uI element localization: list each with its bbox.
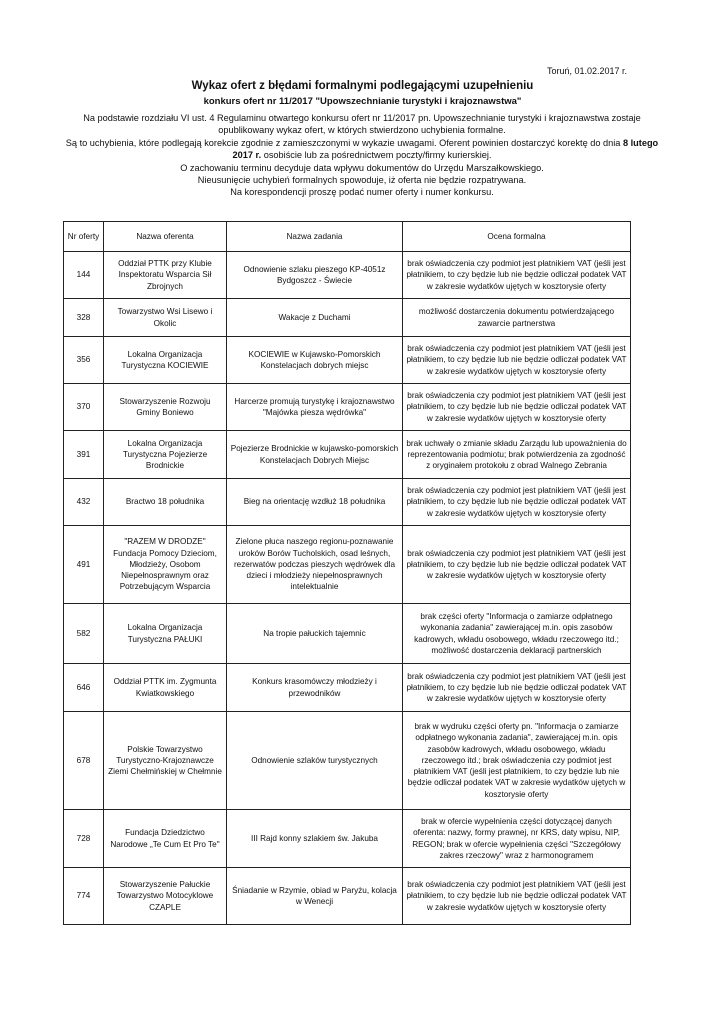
cell-zadanie: Śniadanie w Rzymie, obiad w Paryżu, kolacja w Wenecji bbox=[227, 868, 403, 925]
cell-ocena: brak oświadczenia czy podmiot jest płatnikiem VAT (jeśli jest płatnikiem, to czy będzie lub nie będzie odliczał podatek VAT w zakresie wydatków ujętych w kosztorysie oferty bbox=[403, 526, 631, 604]
cell-ocena: brak części oferty "Informacja o zamiarze odpłatnego wykonania zadania" zawierającej m.in. opis zasobów kadrowych, wkładu osobowego, wkładu rzeczowego itd.; możliwość dostarczenia deklaracji partnerskich bbox=[403, 604, 631, 664]
table-header-row bbox=[64, 222, 631, 252]
header-nr: Nr oferty bbox=[64, 222, 104, 252]
cell-zadanie: Konkurs krasomówczy młodzieży i przewodników bbox=[227, 664, 403, 712]
intro-line-text: Są to uchybienia, które podlegają korekcie zgodnie z zamieszczonymi w wykazie uwagami. Oferent powinien dostarczyć korektę do dnia bbox=[65, 137, 623, 148]
table-row bbox=[64, 384, 631, 431]
cell-oferent: Fundacja Dziedzictwo Narodowe „Te Cum Et Pro Te" bbox=[104, 810, 227, 868]
offers-table bbox=[63, 221, 631, 925]
table-row bbox=[64, 868, 631, 925]
cell-nr: 356 bbox=[64, 337, 104, 384]
cell-ocena: brak oświadczenia czy podmiot jest płatnikiem VAT (jeśli jest płatnikiem, to czy będzie lub nie będzie odliczał podatek VAT w zakresie wydatków ujętych w kosztorysie oferty bbox=[403, 664, 631, 712]
cell-ocena: brak oświadczenia czy podmiot jest płatnikiem VAT (jeśli jest płatnikiem, to czy będzie lub nie będzie odliczał podatek VAT w zakresie wydatków ujętych w kosztorysie oferty bbox=[403, 337, 631, 384]
cell-zadanie: Bieg na orientację wzdłuż 18 południka bbox=[227, 479, 403, 526]
intro-line: Nieusunięcie uchybień formalnych spowoduje, iż oferta nie będzie rozpatrywana. bbox=[197, 175, 527, 186]
cell-nr: 144 bbox=[64, 252, 104, 299]
cell-ocena: brak oświadczenia czy podmiot jest płatnikiem VAT (jeśli jest płatnikiem, to czy będzie lub nie będzie odliczał podatek VAT w zakresie wydatków ujętych w kosztorysie oferty bbox=[403, 479, 631, 526]
table-row bbox=[64, 712, 631, 810]
cell-zadanie: Odnowienie szlaków turystycznych bbox=[227, 712, 403, 810]
intro-line: Na korespondencji proszę podać numer oferty i numer konkursu. bbox=[230, 187, 494, 198]
table-row bbox=[64, 252, 631, 299]
cell-nr: 328 bbox=[64, 299, 104, 337]
table-row bbox=[64, 431, 631, 479]
cell-oferent: Oddział PTTK przy Klubie Inspektoratu Wsparcia Sił Zbrojnych bbox=[104, 252, 227, 299]
cell-zadanie: Harcerze promują turystykę i krajoznawstwo "Majówka piesza wędrówka" bbox=[227, 384, 403, 431]
cell-zadanie: KOCIEWIE w Kujawsko-Pomorskich Konstelacjach dobrych miejsc bbox=[227, 337, 403, 384]
cell-ocena: brak oświadczenia czy podmiot jest płatnikiem VAT (jeśli jest płatnikiem, to czy będzie lub nie będzie odliczał podatek VAT w zakresie wydatków ujętych w kosztorysie oferty bbox=[403, 868, 631, 925]
cell-oferent: Towarzystwo Wsi Lisewo i Okolic bbox=[104, 299, 227, 337]
cell-nr: 432 bbox=[64, 479, 104, 526]
cell-zadanie: Wakacje z Duchami bbox=[227, 299, 403, 337]
cell-oferent: Lokalna Organizacja Turystyczna Pojezierze Brodnickie bbox=[104, 431, 227, 479]
cell-nr: 646 bbox=[64, 664, 104, 712]
header-oferent: Nazwa oferenta bbox=[104, 222, 227, 252]
cell-nr: 391 bbox=[64, 431, 104, 479]
table-row bbox=[64, 299, 631, 337]
cell-oferent: Stowarzyszenie Pałuckie Towarzystwo Motocyklowe CZAPLE bbox=[104, 868, 227, 925]
cell-nr: 370 bbox=[64, 384, 104, 431]
cell-nr: 728 bbox=[64, 810, 104, 868]
cell-ocena: brak w ofercie wypełnienia części dotyczącej danych oferenta: nazwy, formy prawnej, nr KRS, daty wpisu, NIP, REGON; brak w ofercie wypełnienia części "Szczegółowy zakres rzeczowy" wraz z harmonogramem bbox=[403, 810, 631, 868]
deadline-date: 8 lutego bbox=[622, 137, 659, 148]
document-date: Toruń, 01.02.2017 r. bbox=[546, 66, 627, 76]
intro-line: Na podstawie rozdziału VI ust. 4 Regulaminu otwartego konkursu ofert nr 11/2017 pn. Upowszechnianie turystyki i krajoznawstwa zostaje bbox=[83, 113, 641, 123]
cell-oferent: Oddział PTTK im. Zygmunta Kwiatkowskiego bbox=[104, 664, 227, 712]
cell-ocena: brak oświadczenia czy podmiot jest płatnikiem VAT (jeśli jest płatnikiem, to czy będzie lub nie będzie odliczał podatek VAT w zakresie wydatków ujętych w kosztorysie oferty bbox=[403, 384, 631, 431]
intro-line: opublikowany wykaz ofert, w których stwierdzono uchybienia formalne. bbox=[218, 125, 506, 136]
cell-zadanie: Odnowienie szlaku pieszego KP-4051z Bydgoszcz - Świecie bbox=[227, 252, 403, 299]
table-row bbox=[64, 604, 631, 664]
cell-nr: 678 bbox=[64, 712, 104, 810]
intro-line bbox=[62, 137, 662, 149]
table-row bbox=[64, 337, 631, 384]
cell-oferent: Bractwo 18 południka bbox=[104, 479, 227, 526]
table-row bbox=[64, 526, 631, 604]
intro-line-text: osobiście lub za pośrednictwem poczty/firmy kurierskiej. bbox=[261, 150, 492, 161]
table-row bbox=[64, 664, 631, 712]
cell-zadanie: III Rajd konny szlakiem św. Jakuba bbox=[227, 810, 403, 868]
header-zadanie: Nazwa zadania bbox=[227, 222, 403, 252]
intro-line: O zachowaniu terminu decyduje data wpływu dokumentów do Urzędu Marszałkowskiego. bbox=[180, 162, 544, 173]
cell-ocena: brak uchwały o zmianie składu Zarządu lub upoważnienia do reprezentowania podmiotu; brak potwierdzenia za zgodność z oryginałem protokołu z obrad Walnego Zebrania bbox=[403, 431, 631, 479]
cell-zadanie: Pojezierze Brodnickie w kujawsko-pomorskich Konstelacjach Dobrych Miejsc bbox=[227, 431, 403, 479]
document-subtitle: konkurs ofert nr 11/2017 "Upowszechnianie turystyki i krajoznawstwa" bbox=[203, 96, 522, 107]
deadline-year: 2017 r. bbox=[232, 150, 262, 161]
table-row bbox=[64, 810, 631, 868]
table-row bbox=[64, 479, 631, 526]
intro-line bbox=[62, 149, 662, 161]
cell-oferent: Lokalna Organizacja Turystyczna PAŁUKI bbox=[104, 604, 227, 664]
cell-oferent: Lokalna Organizacja Turystyczna KOCIEWIE bbox=[104, 337, 227, 384]
cell-oferent: Stowarzyszenie Rozwoju Gminy Boniewo bbox=[104, 384, 227, 431]
cell-ocena: możliwość dostarczenia dokumentu potwierdzającego zawarcie partnerstwa bbox=[403, 299, 631, 337]
cell-nr: 774 bbox=[64, 868, 104, 925]
cell-nr: 582 bbox=[64, 604, 104, 664]
cell-zadanie: Zielone płuca naszego regionu-poznawanie uroków Borów Tucholskich, osad leśnych, rezerwatów podczas pieszych wędrówek dla dzieci i młodzieży niepełnosprawnych intelektualnie bbox=[227, 526, 403, 604]
cell-oferent: Polskie Towarzystwo Turystyczno-Krajoznawcze Ziemi Chełmińskiej w Chełmnie bbox=[104, 712, 227, 810]
cell-oferent: "RAZEM W DRODZE" Fundacja Pomocy Dzieciom, Młodzieży, Osobom Niepełnosprawnym oraz Potrzebującym Wsparcia bbox=[104, 526, 227, 604]
document-title: Wykaz ofert z błędami formalnymi podlegającymi uzupełnieniu bbox=[191, 80, 534, 92]
intro-text bbox=[62, 112, 662, 199]
cell-zadanie: Na tropie pałuckich tajemnic bbox=[227, 604, 403, 664]
header-ocena: Ocena formalna bbox=[403, 222, 631, 252]
cell-ocena: brak oświadczenia czy podmiot jest płatnikiem VAT (jeśli jest płatnikiem, to czy będzie lub nie będzie odliczał podatek VAT w zakresie wydatków ujętych w kosztorysie oferty bbox=[403, 252, 631, 299]
cell-ocena: brak w wydruku części oferty pn. "Informacja o zamiarze odpłatnego wykonania zadania", zawierającej m.in. opis zasobów kadrowych, wkładu osobowego, wkładu rzeczowego itd.; brak oświadczenia czy podmiot jest płatnikiem VAT (jeśli jest płatnikiem, to czy będzie lub nie będzie odliczał podatek VAT w zakresie wydatków ujętych w kosztorysie oferty bbox=[403, 712, 631, 810]
cell-nr: 491 bbox=[64, 526, 104, 604]
